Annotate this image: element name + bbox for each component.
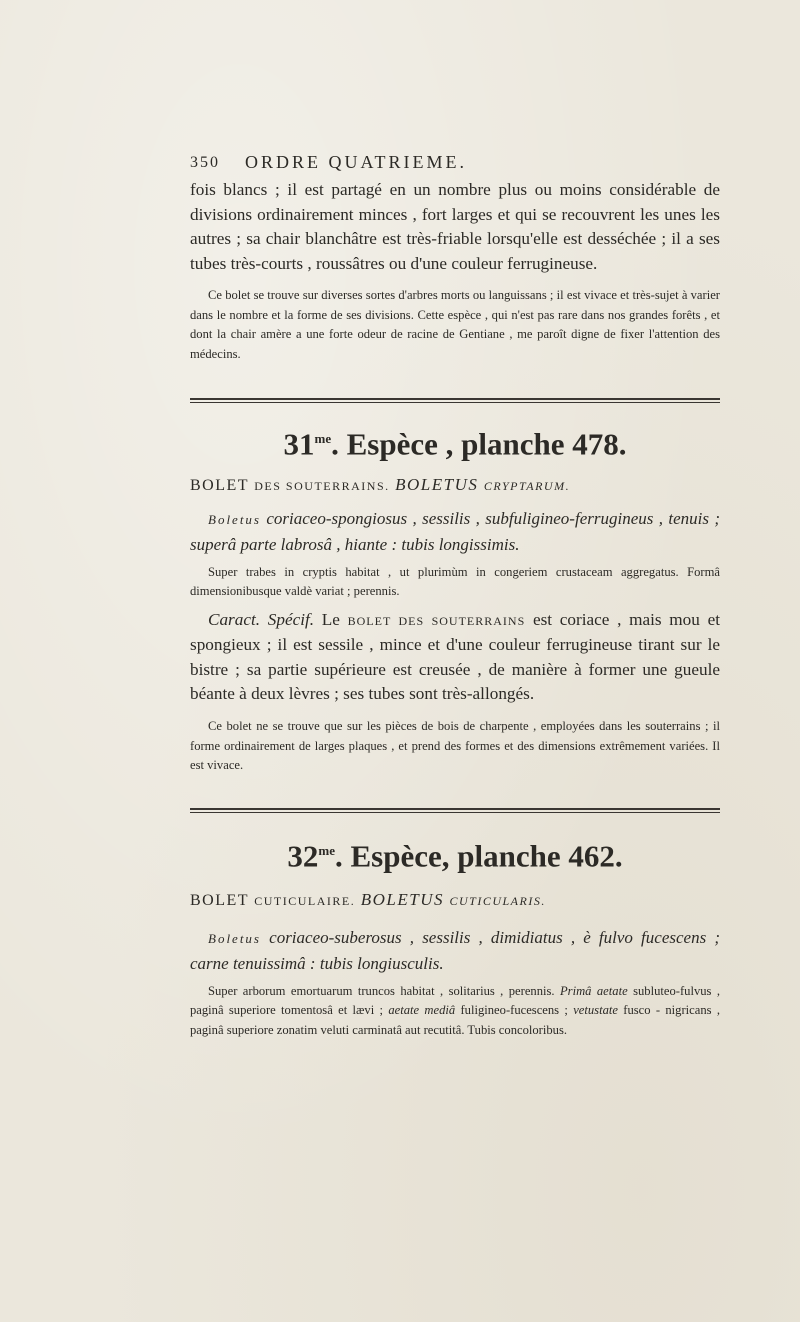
habitat-text: fusco - nigricans , paginâ superiore zonatim veluti carminatâ aut recutitâ. Tubis concoloribus.: [190, 1003, 720, 1037]
habitat-text: subluteo-fulvus , paginâ superiore tomentosâ et lævi ;: [190, 983, 721, 1018]
french-genus: BOLET: [190, 891, 249, 909]
latin-genus: BOLETUS: [360, 889, 444, 909]
caract-smallcaps: BOLET DES SOUTERRAINS: [347, 613, 526, 628]
species-number: 31: [283, 426, 315, 462]
latin-epithet: CUTICULARIS.: [449, 893, 546, 908]
page-content: [190, 150, 720, 1040]
habitat-age-1: Primâ aetate: [559, 983, 628, 998]
caract-pre: Le: [314, 609, 348, 629]
habitat-text: Super arborum emortuarum truncos habitat , solitarius , perennis.: [208, 983, 560, 998]
species-name-line-31: [190, 473, 720, 498]
french-genus: BOLET: [190, 476, 249, 494]
page-number: 350: [190, 154, 220, 171]
habitat-text: fuligineo-fucescens ;: [455, 1003, 574, 1018]
french-epithet: DES SOUTERRAINS.: [254, 478, 390, 493]
species-name-line-32: [190, 888, 720, 913]
diagnosis-genus: Boletus: [208, 511, 261, 527]
specific-characters-31: [190, 608, 720, 707]
species-number-suffix: me: [314, 431, 332, 447]
diagnosis-genus: Boletus: [208, 930, 261, 946]
species-number-suffix: me: [318, 842, 335, 858]
caract-text: est coriace , mais mou et spongieux ; il est sessile , mince et d'une couleur ferrugineuse tirant sur le bistre ; sa partie supérieure est creusée , de manière à former une gueule béante à deux lèvres ; ses tubes sont très-allongés.: [190, 609, 720, 704]
latin-habitat-31: Super trabes in cryptis habitat , ut plurimùm in congeriem crustaceam aggregatus. Formâ dimensionibusque valdè variat ; perennis.: [190, 564, 720, 599]
species-note-31: Ce bolet ne se trouve que sur les pièces de bois de charpente , employées dans les souterrains ; il forme ordinairement de larges plaques , et prend des formes et des dimensions extrêmement variées. Il est vivace.: [190, 719, 720, 773]
species-heading-31: [190, 419, 720, 464]
latin-genus: BOLETUS: [395, 474, 479, 494]
latin-diagnosis-32: [190, 925, 720, 976]
species-heading-text: . Espèce, planche 462.: [334, 837, 623, 873]
continuation-note: Ce bolet se trouve sur diverses sortes d'arbres morts ou languissans ; il est vivace et très-sujet à varier dans le nombre et la forme de ses divisions. Cette espèce , qui n'est pas rare dans nos grandes forêts , et dont la chair amère a une forte odeur de racine de Gentiane , me paroît digne de fixer l'attention des médecins.: [190, 288, 720, 361]
diagnosis-text: coriaceo-spongiosus , sessilis , subfuligineo-ferrugineus , tenuis ; superâ parte labrosâ , hiante : tubis longissimis.: [190, 508, 720, 554]
latin-habitat-32: [190, 982, 720, 1041]
latin-epithet: CRYPTARUM.: [483, 478, 571, 493]
continuation-paragraph: fois blancs ; il est partagé en un nombre plus ou moins considérable de divisions ordinairement minces , fort larges et qui se recouvrent les unes les autres ; sa chair blanchâtre est très-friable lorsqu'elle est desséchée ; il a ses tubes très-courts , roussâtres ou d'une couleur ferrugineuse.: [190, 180, 720, 273]
species-heading-text: . Espèce , planche 478.: [331, 426, 627, 462]
habitat-age-3: vetustate: [573, 1003, 618, 1018]
running-title: ORDRE QUATRIEME.: [245, 152, 467, 172]
latin-diagnosis-31: [190, 506, 720, 557]
french-epithet: CUTICULAIRE.: [254, 893, 356, 908]
habitat-age-2: aetate mediâ: [388, 1003, 456, 1018]
species-number: 32: [287, 837, 319, 873]
species-heading-32: [190, 831, 720, 876]
running-head: [190, 150, 720, 178]
caract-label: Caract. Spécif.: [208, 609, 315, 629]
diagnosis-text: coriaceo-suberosus , sessilis , dimidiatus , è fulvo fucescens ; carne tenuissimâ : tubis longiusculis.: [190, 927, 720, 973]
